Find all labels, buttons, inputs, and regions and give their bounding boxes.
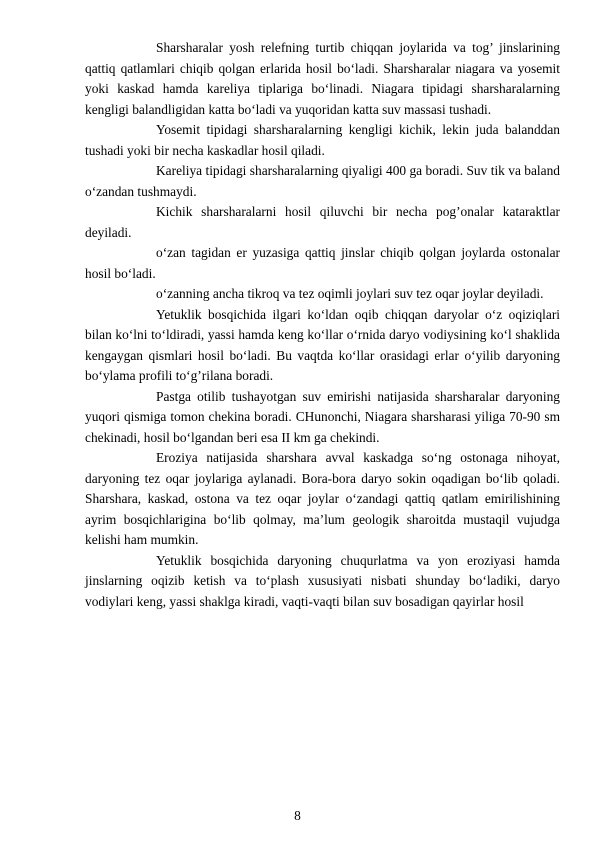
paragraph-5: o‘zan tagidan er yuzasiga qattiq jinslar chiqib qolgan joylarda ostonalar hosil bo‘ladi. <box>85 245 560 281</box>
paragraph-3: Kareliya tipidagi sharsharalarning qiyaligi 400 ga boradi. Suv tik va baland o‘zandan tushmaydi. <box>85 163 560 199</box>
document-body <box>85 38 560 612</box>
paragraph-1: Sharsharalar yosh relefning turtib chiqqan joylarida va tog’ jinslarining qattiq qatlamlari chiqib qolgan erlarida hosil bo‘ladi. Sharsharalar niagara va yosemit yoki kaskad hamda kareliya tiplariga bo‘linadi. Niagara tipidagi sharsharalarning kengligi balandligidan katta bo‘ladi va yuqoridan katta suv massasi tushadi. <box>85 40 560 117</box>
paragraph-6: o‘zanning ancha tikroq va tez oqimli joylari suv tez oqar joylar deyiladi. <box>156 286 544 301</box>
paragraph-4: Kichik sharsharalarni hosil qiluvchi bir necha pog’onalar kataraktlar deyiladi. <box>85 204 560 240</box>
paragraph-10: Yetuklik bosqichida daryoning chuqurlatma va yon eroziyasi hamda jinslarning oqizib ketish va to‘plash xususiyati nisbati shunday bo‘ladiki, daryo vodiylari keng, yassi shaklga kiradi, vaqti-vaqti bilan suv bosadigan qayirlar hosil <box>85 552 560 609</box>
paragraph-8: Pastga otilib tushayotgan suv emirishi natijasida sharsharalar daryoning yuqori qismiga tomon chekina boradi. CHunonchi, Niagara sharsharasi yiliga 70-90 sm chekinadi, hosil bo‘lgandan beri esa II km ga chekindi. <box>85 388 560 445</box>
paragraph-9: Eroziya natijasida sharshara avval kaskadga so‘ng ostonaga nihoyat, daryoning tez oqar joylariga aylanadi. Bora-bora daryo sokin oqadigan bo‘lib qoladi. Sharshara, kaskad, ostona va tez oqar joylar o‘zandagi qattiq qatlam emirilishining ayrim bosqichlarigina bo‘lib qolmay, ma’lum geologik sharoitda mustaqil vujudga kelishi ham mumkin. <box>85 450 560 547</box>
page-number: 8 <box>294 808 301 823</box>
paragraph-2: Yosemit tipidagi sharsharalarning kengligi kichik, lekin juda balanddan tushadi yoki bir necha kaskadlar hosil qiladi. <box>85 122 560 158</box>
paragraph-7: Yetuklik bosqichida ilgari ko‘ldan oqib chiqqan daryolar o‘z oqiziqlari bilan ko‘lni to‘ldiradi, yassi hamda keng ko‘llar o‘rnida daryo vodiysining ko‘l shaklida kengaygan qismlari hosil bo‘ladi. Bu vaqtda ko‘llar orasidagi erlar o‘yilib daryoning bo‘ylama profili to‘g’rilana boradi. <box>85 306 560 383</box>
